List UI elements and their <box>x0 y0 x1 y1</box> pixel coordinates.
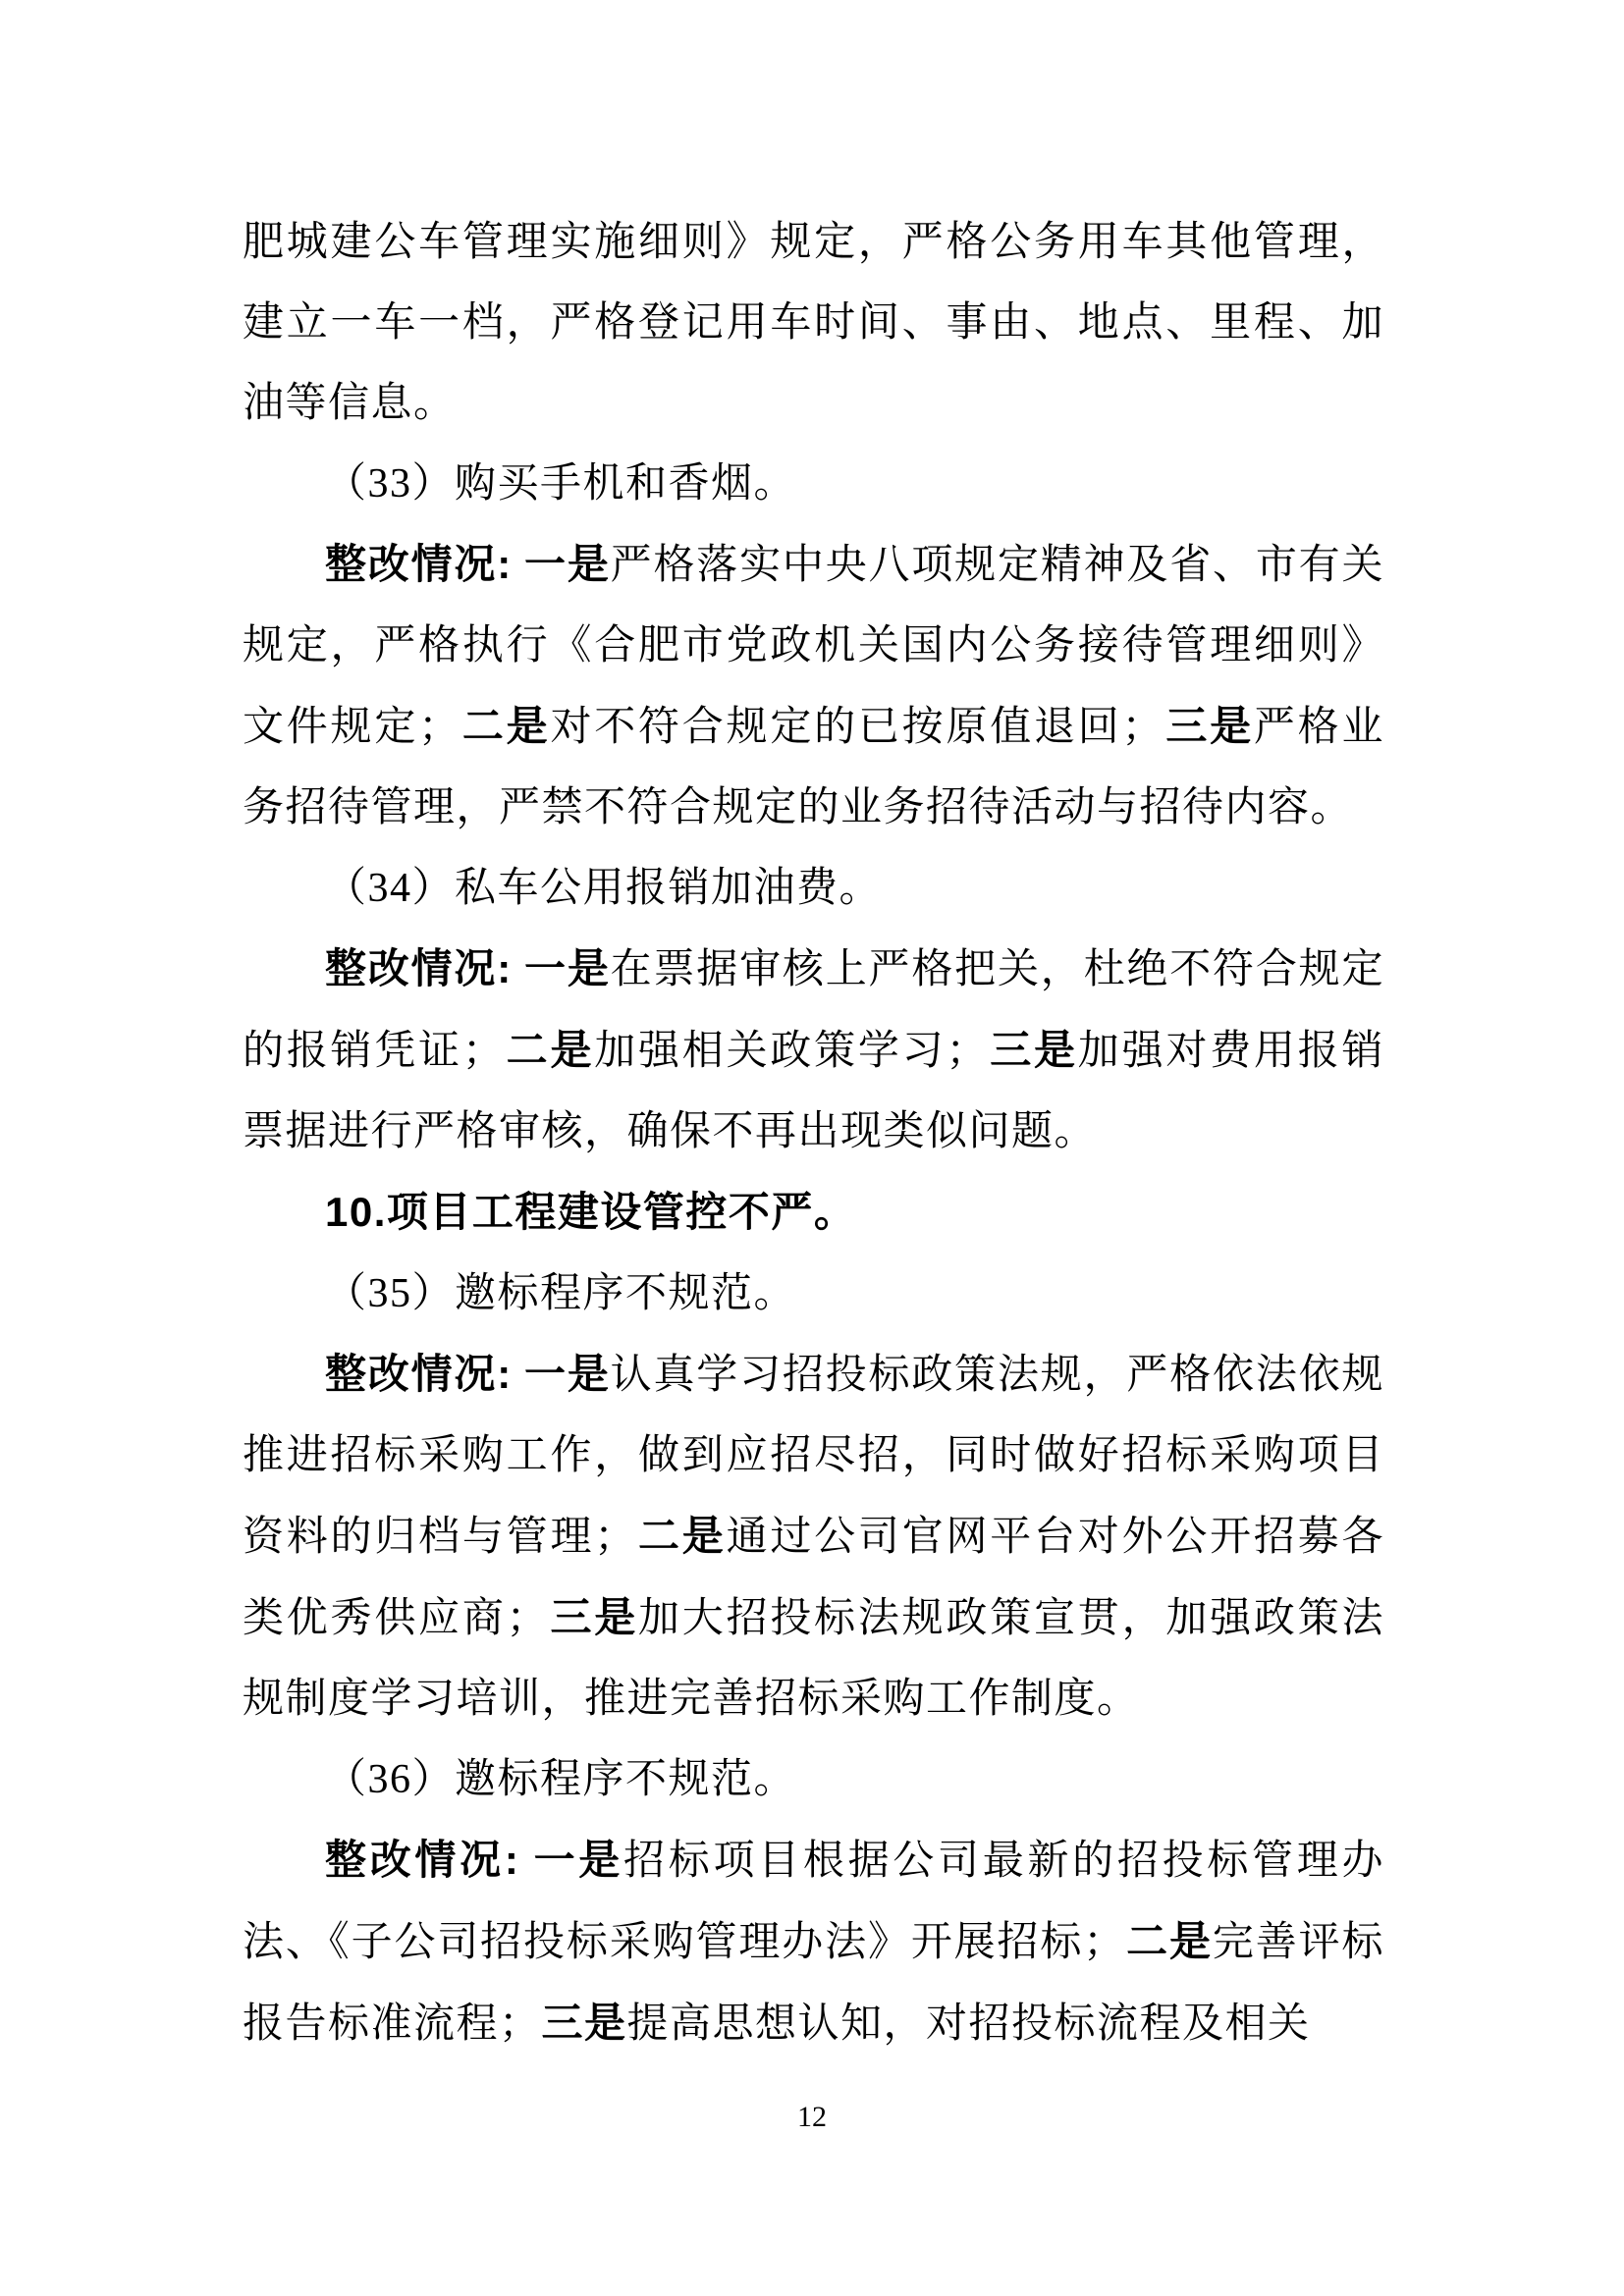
emphasis-text: 整改情况: <box>325 541 513 587</box>
body-text <box>513 947 524 992</box>
emphasis-text: 三是 <box>549 1594 639 1640</box>
emphasis-text: 一是 <box>524 1351 611 1397</box>
emphasis-text: 二是 <box>460 703 551 749</box>
emphasis-text: 整改情况: <box>325 1351 513 1397</box>
body-text <box>513 1353 524 1398</box>
emphasis-text: 一是 <box>524 945 611 991</box>
body-text: （36）邀标程序不规范。 <box>325 1757 797 1802</box>
paragraph <box>243 524 1384 848</box>
body-text: 通过公司官网平台对外公开招募各类优秀供应商； <box>243 1515 1384 1641</box>
emphasis-text: 一是 <box>524 541 611 587</box>
body-text <box>519 1839 533 1884</box>
emphasis-text: 三是 <box>988 1027 1078 1073</box>
page-number: 12 <box>797 2101 827 2133</box>
emphasis-text: 三是 <box>1164 703 1254 749</box>
emphasis-text: 二是 <box>636 1513 727 1559</box>
paragraph <box>243 848 1384 929</box>
text-body <box>243 202 1384 2064</box>
body-text: 严格落实中央八项规定精神及省、市有关规定，严格执行《合肥市党政机关国内公务接待管理细则》文件规定； <box>243 543 1384 750</box>
body-text: 对不符合规定的已按原值退回； <box>550 705 1165 750</box>
body-text: 加强相关政策学习； <box>594 1029 989 1074</box>
body-text: 完善评标报告标准流程； <box>243 1920 1384 2047</box>
paragraph <box>243 1739 1384 1820</box>
paragraph <box>243 1334 1384 1739</box>
body-text: 严格业务招待管理，严禁不符合规定的业务招待活动与招待内容。 <box>243 705 1384 830</box>
paragraph <box>243 444 1384 524</box>
body-text: 加强对费用报销票据进行严格审核，确保不再出现类似问题。 <box>243 1029 1384 1154</box>
section-heading <box>243 1172 1384 1254</box>
paragraph <box>243 929 1384 1172</box>
body-text <box>513 543 524 588</box>
emphasis-text: 整改情况: <box>325 1837 520 1883</box>
body-text: 认真学习招投标政策法规，严格依法依规推进招标采购工作，做到应招尽招，同时做好招标采购项目资料的归档与管理； <box>243 1353 1384 1560</box>
body-text: 在票据审核上严格把关，杜绝不符合规定的报销凭证； <box>243 947 1384 1074</box>
emphasis-text: 二是 <box>1125 1918 1213 1964</box>
emphasis-text: 整改情况: <box>325 945 513 991</box>
emphasis-text: 二是 <box>505 1027 595 1073</box>
body-text: （35）邀标程序不规范。 <box>325 1271 797 1316</box>
paragraph <box>243 1820 1384 2064</box>
body-text: 加大招投标法规政策宣贯，加强政策法规制度学习培训，推进完善招标采购工作制度。 <box>243 1596 1384 1722</box>
body-text: 肥城建公车管理实施细则》规定，严格公务用车其他管理，建立一车一档，严格登记用车时间、事由、地点、里程、加油等信息。 <box>243 220 1384 426</box>
emphasis-text: 一是 <box>533 1837 624 1883</box>
emphasis-text: 10.项目工程建设管控不严。 <box>325 1189 857 1235</box>
paragraph <box>243 202 1384 444</box>
body-text: 招标项目根据公司最新的招投标管理办法、《子公司招投标采购管理办法》开展招标； <box>243 1839 1384 1965</box>
paragraph <box>243 1254 1384 1334</box>
body-text: （34）私车公用报销加油费。 <box>325 866 883 911</box>
emphasis-text: 三是 <box>541 2000 627 2046</box>
body-text: 提高思想认知，对招投标流程及相关 <box>626 2002 1311 2047</box>
body-text: （33）购买手机和香烟。 <box>325 461 797 507</box>
